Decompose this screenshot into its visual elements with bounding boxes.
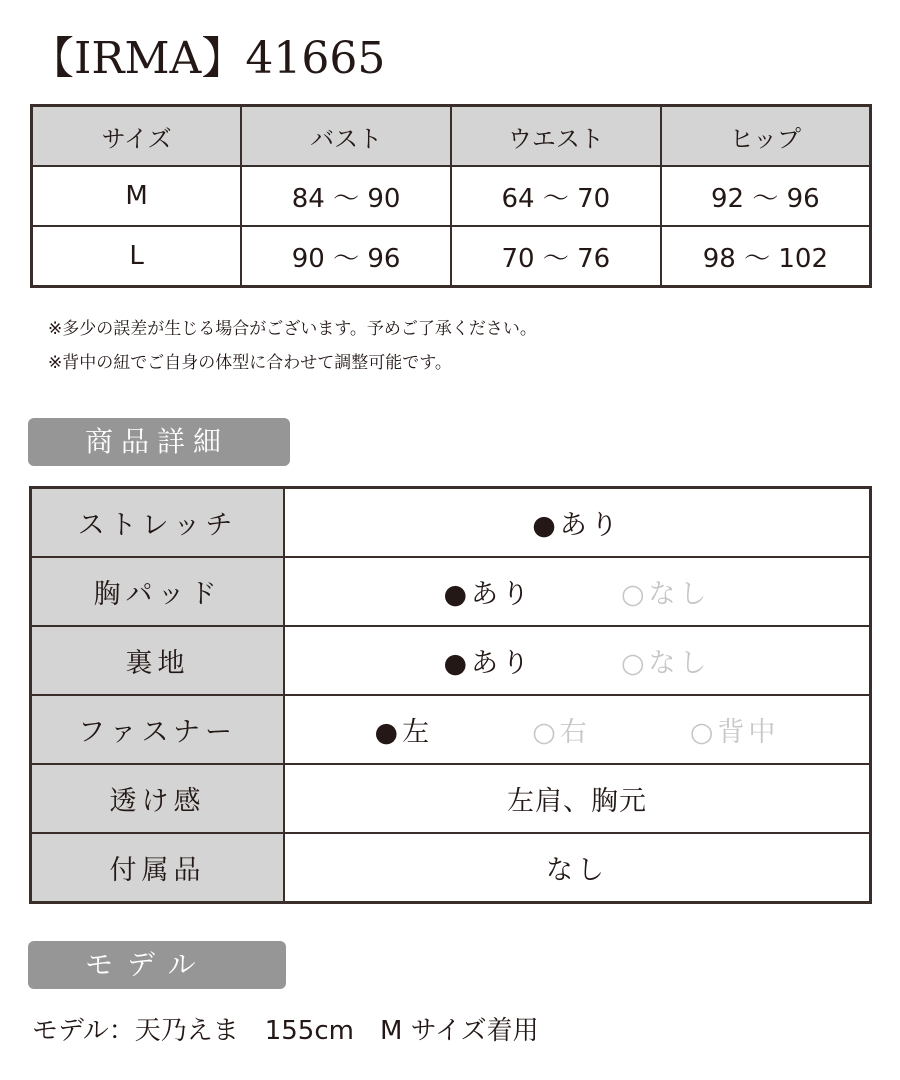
details-table [29,486,872,904]
option-selected: なし [546,855,608,886]
detail-value [284,764,871,833]
size-cell: 70 ～ 76 [451,226,661,287]
option-selected: ●あり [443,579,533,610]
model-info: モデル：天乃えま 155cm M サイズ着用 [32,1016,539,1046]
detail-row-accessories [31,833,871,903]
detail-label: ファスナー [31,695,285,764]
size-header-cell: ヒップ [661,106,871,167]
size-cell: 84 ～ 90 [241,166,451,226]
model-heading-tab: モデル [28,941,286,989]
details-heading-tab: 商品詳細 [28,418,290,466]
size-header-cell: バスト [241,106,451,167]
note-adjustable: ※背中の紐でご自身の体型に合わせて調整可能です。 [48,353,452,373]
option-unselected: ○なし [621,579,711,610]
detail-label: 透け感 [31,764,285,833]
size-table [30,104,872,288]
detail-row-chest-pad [31,557,871,626]
size-cell: 90 ～ 96 [241,226,451,287]
option-selected: 左肩、胸元 [507,786,647,817]
detail-row-sheerness [31,764,871,833]
detail-value [284,626,871,695]
detail-label: 付属品 [31,833,285,903]
detail-value [284,557,871,626]
option-unselected: ○右 [532,717,591,748]
size-table-row [32,226,871,287]
detail-value [284,695,871,764]
detail-value [284,833,871,903]
detail-label: 胸パッド [31,557,285,626]
size-table-row [32,166,871,226]
size-header-cell: サイズ [32,106,242,167]
detail-value [284,488,871,558]
detail-label: ストレッチ [31,488,285,558]
detail-row-stretch [31,488,871,558]
detail-row-lining [31,626,871,695]
detail-label: 裏地 [31,626,285,695]
size-cell: 98 ～ 102 [661,226,871,287]
note-tolerance: ※多少の誤差が生じる場合がございます。予めご了承ください。 [48,319,537,339]
size-header-cell: ウエスト [451,106,661,167]
size-cell: 92 ～ 96 [661,166,871,226]
size-cell: M [32,166,242,226]
option-unselected: ○背中 [689,717,780,748]
option-unselected: ○なし [621,648,711,679]
option-selected: ●あり [532,510,622,541]
detail-row-zipper [31,695,871,764]
option-selected: ●左 [374,717,434,748]
option-selected: ●あり [443,648,533,679]
page-title: 【IRMA】41665 [30,33,386,84]
size-cell: L [32,226,242,287]
size-table-header-row [32,106,871,167]
size-cell: 64 ～ 70 [451,166,661,226]
